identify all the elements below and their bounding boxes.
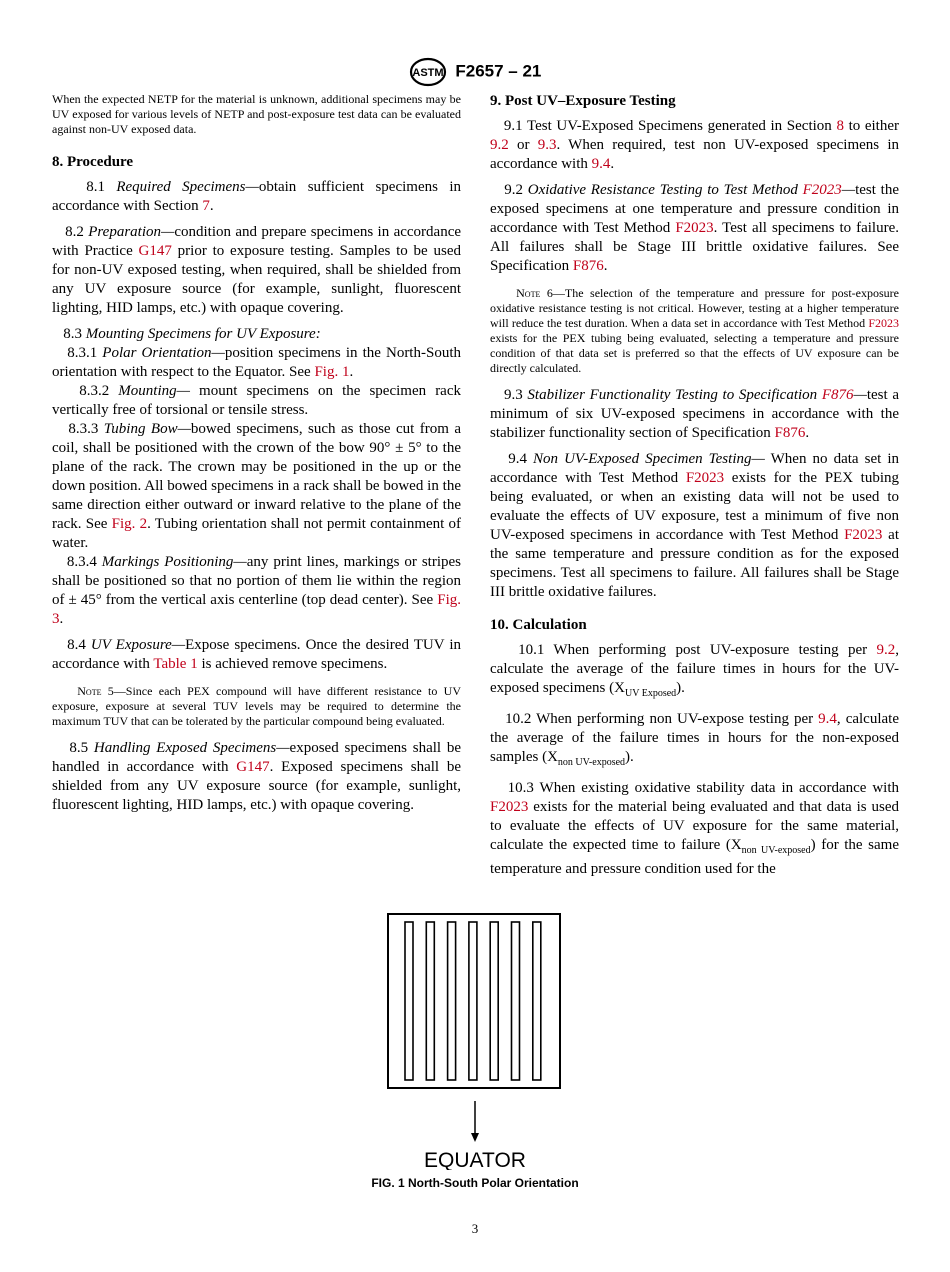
astm-logo-text: ASTM (412, 67, 444, 79)
rack-slat (426, 922, 434, 1080)
para-8-3: 8.3 Mounting Specimens for UV Exposure: (63, 326, 321, 342)
para-10-1: 10.1 When performing post UV-exposure testing per 9.2, calculate the average of the failure times in hours for the UV-exposed specimens $(X_{UV Exposed})$. (490, 642, 900, 699)
para-9-2: 9.2 Oxidative Resistance Testing to Test Method F2023—test the exposed specimens at one temperature and pressure condition in accordance with Test Method F2023. Test all specimens to failure. All failures shall be Stage III brittle oxidative failures. See Specification F876. (490, 182, 900, 274)
link-f2023-2[interactable]: F2023 (685, 470, 725, 486)
equator-label: EQUATOR (424, 1149, 526, 1170)
right-column (490, 92, 899, 886)
link-9-3[interactable]: 9.3 (537, 137, 557, 153)
astm-logo-icon (409, 57, 447, 87)
section-8-heading: 8. Procedure (52, 154, 134, 170)
link-f2023-title[interactable]: F2023 (802, 182, 842, 198)
para-10-2: 10.2 When performing non UV-expose testing per 9.4, calculate the average of the failure times in hours for the non-exposed samples $(X_{non UV-exposed})$. (490, 711, 899, 768)
link-9-2[interactable]: 9.2 (490, 137, 509, 153)
link-g147-2[interactable]: G147 (236, 759, 270, 775)
para-8-3-3: 8.3.3 Tubing Bow—bowed specimens, such as those cut from a coil, shall be positioned with the crown of the bow 90° ± 5° to the plane of the rack. The crown may be positioned in the up or the down position. All bowed specimens in a rack shall be bowed in the same direction either outward or inward relative to the plane of the rack. See Fig. 2. Tubing orientation shall not permit containment of water. (52, 421, 462, 551)
designation: F2657 – 21 (455, 61, 542, 81)
link-f2023-4[interactable]: F2023 (490, 799, 529, 815)
link-g147[interactable]: G147 (138, 243, 172, 259)
left-column (52, 92, 461, 822)
rack-slats (405, 922, 541, 1080)
figure-caption: FIG. 1 North-South Polar Orientation (371, 1176, 579, 1190)
note-5: Note 5—Since each PEX compound will have different resistance to UV exposure, exposure at several TUV levels may be required to determine the maximum TUV that can be tolerated by the particular compound being evaluated. (52, 684, 461, 728)
note-6: Note 6—The selection of the temperature and pressure for post-exposure oxidative resistance testing is not critical. However, testing at a higher temperature will reduce the test duration. When a data set in accordance with Test Method F2023 exists for the PEX tubing being evaluated, selecting a temperature and pressure condition of that data set is preferred so that the effects of UV exposure can be directly calculated. (490, 286, 899, 375)
rack-slat (405, 922, 413, 1080)
rack-slat (490, 922, 498, 1080)
link-f876-2[interactable]: F876 (774, 425, 806, 441)
link-fig-2[interactable]: Fig. 2 (111, 516, 148, 532)
para-8-2: 8.2 Preparation—condition and prepare specimens in accordance with Practice G147 prior to exposure testing. Samples to be used for non-UV exposed testing, when required, shall be shielded from any UV exposure source (for example, sunlight, fluorescent lighting, HID lamps, etc.) with opaque covering. (52, 224, 462, 316)
link-f2023[interactable]: F2023 (675, 220, 714, 236)
page-number: 3 (471, 1221, 479, 1236)
section-9-heading: 9. Post UV–Exposure Testing (490, 93, 676, 109)
link-fig-3[interactable]: Fig. 3 (52, 592, 461, 627)
link-9-4[interactable]: 9.4 (591, 156, 611, 172)
link-9-4-b[interactable]: 9.4 (818, 711, 837, 727)
rack-slat (469, 922, 477, 1080)
link-9-2-b[interactable]: 9.2 (876, 642, 896, 658)
link-f2023-3[interactable]: F2023 (844, 527, 883, 543)
link-f876-title[interactable]: F876 (821, 387, 854, 403)
para-10-3: 10.3 When existing oxidative stability data in accordance with F2023 exists for the material being evaluated and that data is used to evaluate the effects of UV exposure for the same material, calculate the expected time to failure $(X_{non UV-exposed})$ for the same temperature and pressure condition used for the (490, 780, 899, 877)
para-8-4: 8.4 UV Exposure—Expose specimens. Once the desired TUV in accordance with Table 1 is achieved remove specimens. (52, 637, 461, 672)
link-f876[interactable]: F876 (572, 258, 604, 274)
arrow-down-icon (471, 1133, 479, 1142)
intro-paragraph: When the expected NETP for the material is unknown, additional specimens may be UV exposed for various levels of NETP and post-exposure test data can be evaluated against non-UV exposed data. (52, 92, 461, 136)
figure-1-drawing (0, 905, 950, 1170)
para-8-1: 8.1 Required Specimens—obtain sufficient specimens in accordance with Section 7. (52, 179, 462, 214)
link-fig-1[interactable]: Fig. 1 (314, 364, 350, 380)
rack-slat (448, 922, 456, 1080)
para-8-3-2: 8.3.2 Mounting— mount specimens on the specimen rack vertically free of torsional or tensile stress. (52, 383, 461, 418)
para-9-1: 9.1 Test UV-Exposed Specimens generated in Section 8 to either 9.2 or 9.3. When required, test non UV-exposed specimens in accordance with 9.4. (490, 118, 900, 172)
para-8-5: 8.5 Handling Exposed Specimens—exposed specimens shall be handled in accordance with G147. Exposed specimens shall be shielded from any UV exposure source (for example, sunlight, fluorescent lighting, HID lamps, etc.) with opaque covering. (52, 740, 461, 813)
page-header (0, 57, 950, 87)
para-9-3: 9.3 Stabilizer Functionality Testing to Specification F876—test a minimum of six UV-exposed specimens in accordance with the stabilizer functionality section of Specification F876. (490, 387, 900, 441)
figure-1 (0, 905, 950, 1175)
para-9-4: 9.4 Non UV-Exposed Specimen Testing— When no data set in accordance with Test Method F2023 exists for the PEX tubing being evaluated, or when an existing data will not be used to evaluate the effects of UV exposure, test a minimum of five non UV-exposed specimens in accordance with Test Method F2023 at the same temperature and pressure condition as for the exposed specimens. Test all specimens to failure. All failures shall be Stage III brittle oxidative failures. (490, 451, 900, 600)
rack-slat (512, 922, 520, 1080)
para-8-3-1: 8.3.1 Polar Orientation—position specimens in the North-South orientation with respect to the Equator. See Fig. 1. (52, 345, 461, 380)
link-section-7[interactable]: 7 (202, 198, 210, 214)
section-10-heading: 10. Calculation (490, 617, 587, 633)
para-8-3-4: 8.3.4 Markings Positioning—any print lines, markings or stripes shall be positioned so that no portion of them lie within the region of ± 45° from the vertical axis centerline (top dead center). See Fig. 3. (52, 554, 461, 627)
link-table-1[interactable]: Table 1 (153, 656, 198, 672)
rack-slat (533, 922, 541, 1080)
link-section-8[interactable]: 8 (836, 118, 844, 134)
link-f2023-note[interactable]: F2023 (868, 316, 899, 330)
